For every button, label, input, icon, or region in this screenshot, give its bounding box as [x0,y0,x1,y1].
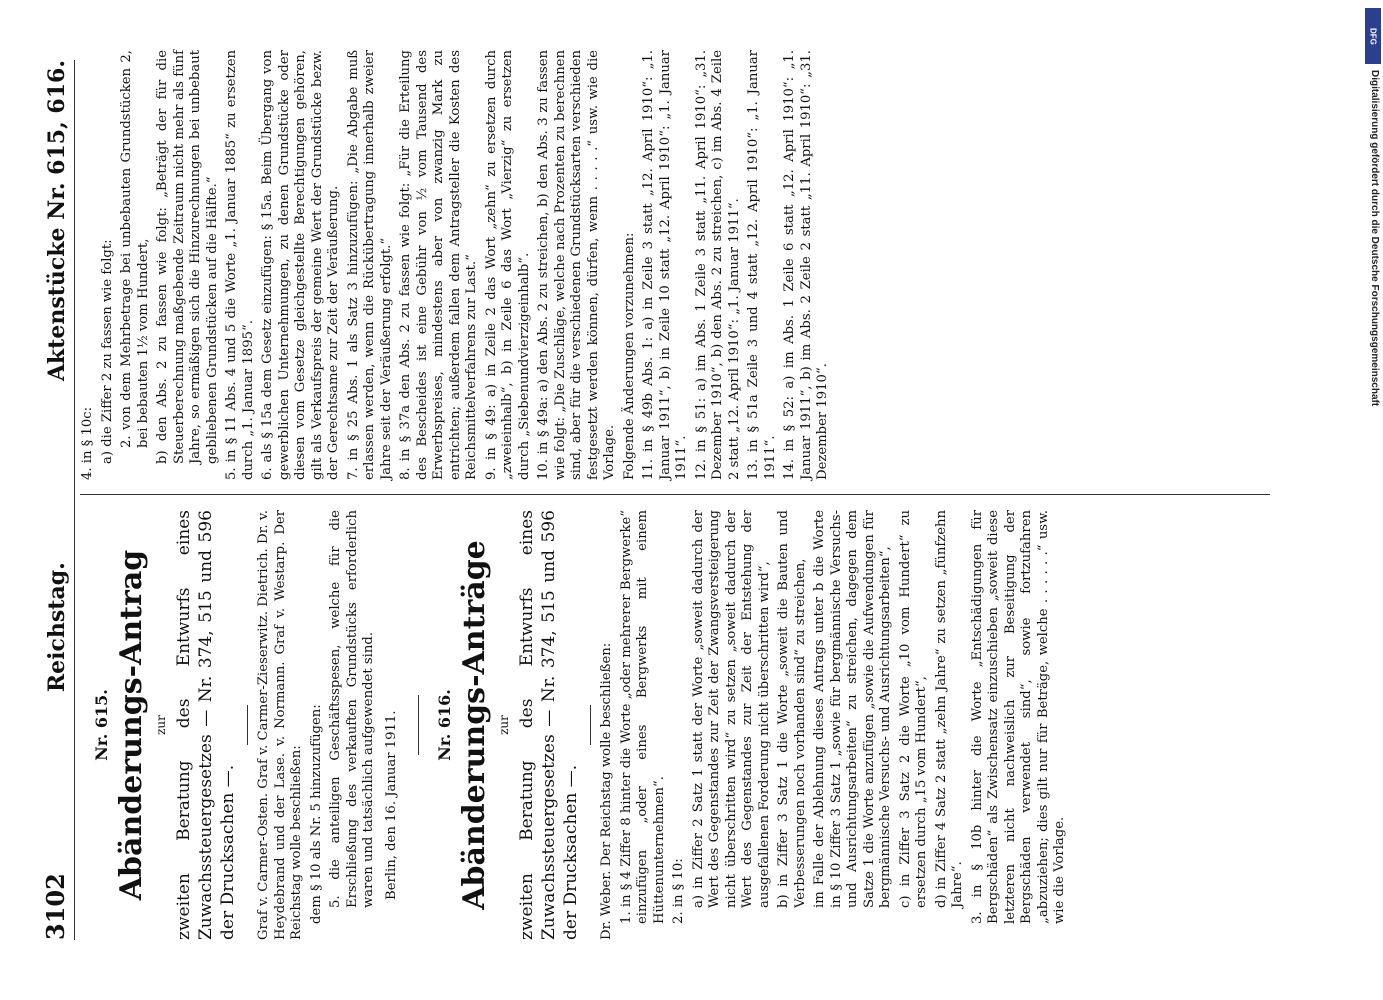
list-item: 8. in § 37a den Abs. 2 zu fassen wie folgt: „Für die Erteilung des Bescheides ist eine Gebühr von ½ vom Tausend des Erwerbspreises, mindestens aber von zwanzig Mark zu entrichten; außerdem fallen dem Antragsteller die Kosten des Reichsmittelverfahrens zur Last.“ [398,50,479,480]
list-item: d) in Ziffer 4 Satz 2 statt „zehn Jahre“ zu setzen „fünfzehn Jahre“. [933,510,965,908]
doc-616-intro: Dr. Weber. Der Reichstag wolle beschließen: [599,642,614,940]
right-column [80,50,1280,480]
running-head-right: Aktenstücke Nr. 615, 616. [44,60,70,382]
left-column [80,510,1280,940]
rule [247,705,248,745]
dfg-logo: DFG [1365,8,1381,64]
doc-616-zur: zur [496,715,511,735]
rule [590,705,591,745]
list-item: 9. in § 49: a) in Zeile 2 das Wort „zehn“ zu ersetzen durch „zweieinhalb“, b) in Zeile 6 das Wort „Vierzig“ zu ersetzen durch „Siebenundvierzigeinhalb“. [483,50,532,480]
list-item: im Falle der Ablehnung dieses Antrags unter b die Worte in § 10 Ziffer 3 Satz 1 „sowie für bergmännische Versuchs- und Ausrichtungsarbeiten“ zu streichen, dagegen dem Satze 1 die Worte anzufügen „sowie die Aufwendungen für bergmännische Versuchs- und Ausrichtungsarbeiten“, [812,510,893,908]
list-item: Folgende Änderungen vorzunehmen: [621,232,637,480]
list-item: 10. in § 49a: a) den Abs. 2 zu streichen, b) den Abs. 3 zu fassen wie folgt: „Die Zuschläge, welche nach Prozenten zu berechnen sind, aber für die verschiedenen Grundstücksarten verschieden festgesetzt werden können, dürfen, wenn . . . . .“ usw. wie die Vorlage. [536,50,617,480]
doc-615-number: Nr. 615. [92,689,111,761]
doc-615-body: Graf v. Carmer-Osten. Graf v. Carmer-Zieserwitz. Dietrich. Dr. v. Heydebrand und der Lase. v. Normann. Graf v. Westarp. Der Reichstag wolle beschließen: [256,510,304,940]
list-item: 4. in § 10c: [80,406,95,480]
page-number: 3102 [41,873,70,940]
list-item: 1. in § 4 Ziffer 8 hinter die Worte „oder mehrerer Bergwerke“ einzufügen „oder eines Bergwerks mit einem Hüttenunternehmen“. [618,510,667,924]
list-item: 2. von dem Mehrbetrage bei unbebauten Grundstücken 2, bei bebauten 1½ vom Hundert, [119,50,151,448]
list-item: 13. in § 51a Zeile 3 und 4 statt „12. April 1910“: „1. Januar 1911“. [746,50,778,480]
column-divider [80,494,1270,495]
list-item: c) in Ziffer 3 Satz 2 die Worte „10 vom Hundert“ zu ersetzen durch „15 vom Hundert“, [897,510,929,908]
list-item: 11. in § 49b Abs. 1: a) in Zeile 3 statt „12. April 1910“: „1. Januar 1911“, b) in Zeile 10 statt „12. April 1910“: „1. Januar 1911“. [641,50,689,480]
list-item: a) in Ziffer 2 Satz 1 statt der Worte „soweit dadurch der Wert des Gegenstandes zur Zeit der Zwangsversteigerung nicht überschritten wird“ zu setzen „soweit dadurch der Wert des Gegenstandes zur Zeit der Entstehung der ausgefallenen Forderung nicht überschritten wird“, [690,510,772,908]
doc-615-signature: Berlin, den 16. Januar 1911. [383,710,399,900]
doc-616-subject: zweiten Beratung des Entwurfs eines Zuwachssteuergesetzes — Nr. 374, 515 und 596 der Drucksachen —. [517,510,581,940]
list-item: 7. in § 25 Abs. 1 als Satz 3 hinzuzufügen: „Die Abgabe muß erlassen werden, wenn die Rückübertragung innerhalb zweier Jahre seit der Veräußerung erfolgt.“ [345,50,394,480]
doc-616-title: Abänderungs-Anträge [456,540,492,910]
doc-615-item: dem § 10 als Nr. 5 hinzuzufügen: [308,704,324,924]
list-item: b) in Ziffer 3 Satz 1 die Worte „soweit die Bauten und Verbesserungen noch vorhanden sind“ zu streichen, [776,510,808,908]
list-item: 14. in § 52: a) im Abs. 1 Zeile 6 statt „12. April 1910“: „1. Januar 1911“, b) im Abs. 2 Zeile 2 statt „11. April 1910“: „31. Dezember 1910“. [782,50,830,480]
doc-616-number: Nr. 616. [435,689,454,761]
list-item: 5. in § 11 Abs. 4 und 5 die Worte „1. Januar 1885“ zu ersetzen durch „1. Januar 1895“. [224,50,256,480]
running-head [20,60,75,940]
list-item: 2. in § 10: [671,858,686,924]
doc-615-zur: zur [153,715,168,735]
list-item: 3. in § 10b hinter die Worte „Entschädigungen für Bergschäden“ als Zwischensatz einzuschieben „soweit diese letzteren nicht nachweislich zur Beseitigung der Bergschäden verwendet sind“, sowie fortzufahren „abzuziehen; dies gilt nur für Beträge, welche . . . . . .“ usw. wie die Vorlage. [969,510,1067,924]
list-item: a) die Ziffer 2 zu fassen wie folgt: [99,239,115,464]
doc-615-title: Abänderungs-Antrag [113,549,149,901]
funding-note: Digitalisierung gefördert durch die Deutsche Forschungsgemeinschaft [1369,70,1380,407]
list-item: 12. in § 51: a) im Abs. 1 Zeile 3 statt „11. April 1910“: „31. Dezember 1910“, b) den Abs. 2 zu streichen, c) im Abs. 4 Zeile 2 statt „12. April 1910“: „1. Januar 1911“. [693,50,742,480]
separator [418,695,419,755]
running-head-center: Reichstag. [44,562,70,693]
list-item: 6. als § 15a dem Gesetz einzufügen: § 15a. Beim Übergang von gewerblichen Unternehmungen, zu denen Grundstücke oder diesen vom Gesetze gleichgestellte Berechtigungen gehören, gilt als Verkaufspreis der gemeine Wert der Grundstücke bezw. der Gerechtsame zur Zeit der Veräußerung. [260,50,341,480]
list-item: b) den Abs. 2 zu fassen wie folgt: „Beträgt der für die Steuerberechnung maßgebende Zeitraum nicht mehr als fünf Jahre, so ermäßigen sich die Hinzurechnungen bei unbebaut gebliebenen Grundstücken auf die Hälfte.“ [155,50,220,464]
doc-615-item5: 5. die anteiligen Geschäftsspesen, welche für die Erschließung des verkauften Grundstücks erforderlich waren und tatsächlich aufgewendet sind. [328,510,376,908]
doc-615-subject: zweiten Beratung des Entwurfs eines Zuwachssteuergesetzes — Nr. 374, 515 und 596 der Drucksachen —. [174,510,238,940]
